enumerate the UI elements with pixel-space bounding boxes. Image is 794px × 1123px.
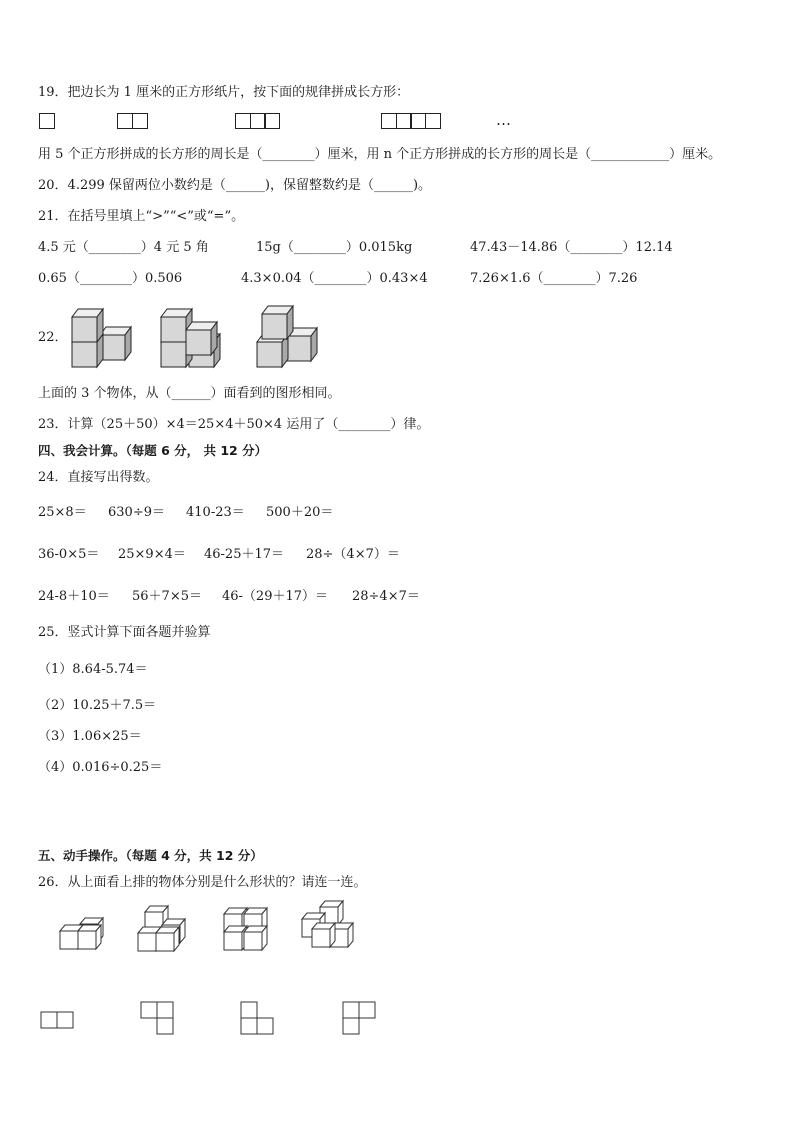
- q19-question: 用 5 个正方形拼成的长方形的周长是（________）厘米，用 n 个正方形拼成的长方形的周长是（____________）厘米。: [38, 147, 722, 162]
- q25-item-1: （1）8.64-5.74＝: [38, 662, 148, 677]
- plan-view-shape-3: [241, 1002, 273, 1034]
- q24-r2-c2: 25×9×4＝: [118, 547, 186, 562]
- q20-text: 20．4.299 保留两位小数约是（______)，保留整数约是（______)。: [38, 178, 432, 193]
- section-4-heading: 四、我会计算。（每题 6 分， 共 12 分）: [38, 443, 268, 458]
- q24-r3-c4: 28÷4×7＝: [352, 589, 420, 604]
- q25-item-3: （3）1.06×25＝: [38, 729, 142, 744]
- q24-r1-c4: 500＋20＝: [266, 505, 334, 520]
- q21-text: 21．在括号里填上“>”“<”或“=”。: [38, 209, 245, 224]
- q24-r3-c3: 46-（29＋17）＝: [222, 589, 329, 604]
- q26-figure-1: [60, 918, 103, 949]
- q21-r2-c3: 7.26×1.6（________）7.26: [470, 271, 638, 286]
- q24-r3-c2: 56＋7×5＝: [132, 589, 202, 604]
- q25-item-2: （2）10.25＋7.5＝: [38, 698, 157, 713]
- q26-text: 26．从上面看上排的物体分别是什么形状的？请连一连。: [38, 875, 367, 890]
- q26-figure-3: [224, 908, 267, 950]
- q24-r2-c1: 36-0×5＝: [38, 547, 100, 562]
- q21-r2-c2: 4.3×0.04（________）0.43×4: [241, 271, 428, 286]
- q25-item-4: （4）0.016÷0.25＝: [38, 760, 163, 775]
- q26-figure-2: [138, 906, 185, 951]
- q24-r1-c3: 410-23＝: [186, 505, 245, 520]
- q21-r1-c3: 47.43－14.86（________）12.14: [470, 240, 673, 255]
- q21-r1-c1: 4.5 元（________）4 元 5 角: [38, 240, 209, 255]
- q24-text: 24．直接写出得数。: [38, 470, 159, 485]
- q22-text: 上面的 3 个物体，从（______）面看到的图形相同。: [38, 386, 341, 401]
- q25-text: 25．竖式计算下面各题并验算: [38, 625, 211, 640]
- ellipsis: …: [496, 111, 511, 129]
- section-5-heading: 五、动手操作。（每题 4 分，共 12 分）: [38, 848, 263, 863]
- plan-view-shape-1: [41, 1012, 73, 1028]
- plan-view-shape-2: [141, 1002, 173, 1034]
- q24-r3-c1: 24-8＋10＝: [38, 589, 110, 604]
- q19-text: 19．把边长为 1 厘米的正方形纸片，按下面的规律拼成长方形：: [38, 85, 410, 100]
- plan-view-shape-4: [343, 1002, 375, 1034]
- q24-r1-c1: 25×8＝: [38, 505, 87, 520]
- q22-number: 22．: [38, 330, 68, 345]
- q24-r2-c4: 28÷（4×7）＝: [306, 547, 400, 562]
- q24-r1-c2: 630÷9＝: [108, 505, 165, 520]
- q26-figure-4: [302, 901, 353, 947]
- q21-r2-c1: 0.65（________）0.506: [38, 271, 183, 286]
- q24-r2-c3: 46-25＋17＝: [204, 547, 285, 562]
- q23-text: 23．计算（25＋50）×4＝25×4＋50×4 运用了（________）律。: [38, 417, 430, 432]
- q21-r1-c2: 15g（________）0.015kg: [256, 240, 413, 255]
